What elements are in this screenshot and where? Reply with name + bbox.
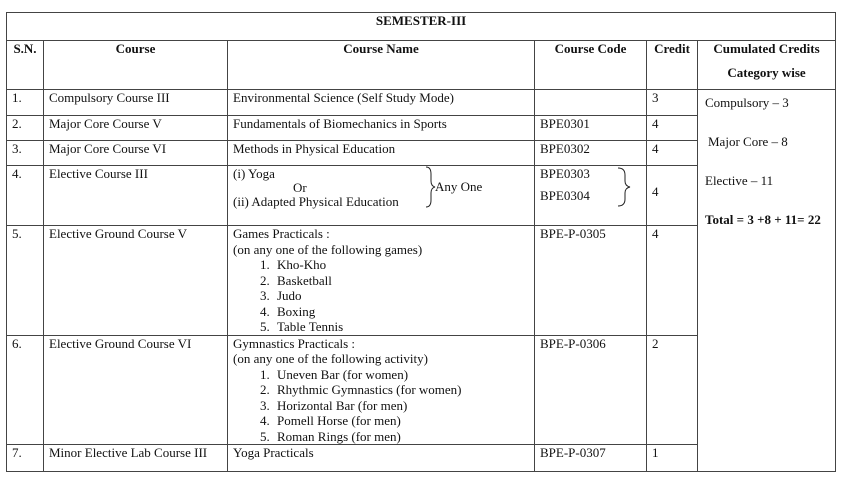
list-item: 2. Basketball [273,273,529,289]
row-sn: 3. [7,141,44,166]
row-course-name [228,226,535,336]
header-sn: S.N. [7,41,44,90]
any-one-label: Any One [435,179,483,194]
header-cumulated-line2: Category wise [727,64,806,80]
games-practicals-note: (on any one of the following games) [233,241,423,257]
list-item: 5. Table Tennis [273,319,529,335]
cumulated-elective: Elective – 11 [705,173,774,188]
row-credit: 4 [647,226,698,336]
row-sn: 6. [7,335,44,445]
row-course-code: BPE0301 [535,116,647,141]
row-course-name: Environmental Science (Self Study Mode) [228,90,535,116]
row-course: Major Core Course V [44,116,228,141]
cumulated-compulsory: Compulsory – 3 [705,95,789,110]
row-course-code: BPE0302 [535,141,647,166]
header-credit: Credit [647,41,698,90]
row-course: Elective Course III [44,166,228,226]
header-course: Course [44,41,228,90]
course-code-yoga: BPE0303 [540,166,590,181]
list-item: 1. Kho-Kho [273,257,529,273]
list-item: 3. Horizontal Bar (for men) [273,398,529,414]
games-list [233,257,529,335]
row-credit: 1 [647,445,698,472]
row-credit: 3 [647,90,698,116]
header-course-name: Course Name [228,41,535,90]
row-sn: 4. [7,166,44,226]
row-course-name: Methods in Physical Education [228,141,535,166]
row-course-name: Fundamentals of Biomechanics in Sports [228,116,535,141]
cumulated-major: Major Core – 8 [708,134,788,149]
semester-title: SEMESTER-III [7,13,836,41]
list-item: 1. Uneven Bar (for women) [273,367,529,383]
row-course: Minor Elective Lab Course III [44,445,228,472]
row-sn: 5. [7,226,44,336]
gymnastics-practicals-label: Gymnastics Practicals : [233,335,356,351]
row-course-code: BPE-P-0305 [535,226,647,336]
row-course-code: BPE-P-0306 [535,335,647,445]
header-cumulated-line1: Cumulated Credits [713,41,820,56]
list-item: 5. Roman Rings (for men) [273,429,529,445]
row-credit: 4 [647,116,698,141]
elective-or-label: Or [293,180,307,195]
course-code-adapted: BPE0304 [540,188,590,203]
gymnastics-list [233,367,529,445]
row-credit: 4 [647,166,698,226]
list-item: 4. Pomell Horse (for men) [273,413,529,429]
list-item: 2. Rhythmic Gymnastics (for women) [273,382,529,398]
row-sn: 7. [7,445,44,472]
table-row [7,90,836,116]
row-course-name [228,335,535,445]
row-credit: 4 [647,141,698,166]
row-sn: 1. [7,90,44,116]
semester-table [6,12,836,472]
games-practicals-label: Games Practicals : [233,226,330,241]
header-course-code: Course Code [535,41,647,90]
row-course-code [535,166,647,226]
row-course: Elective Ground Course VI [44,335,228,445]
curly-brace-icon [616,166,632,208]
elective-option-yoga: (i) Yoga [233,166,275,181]
row-course-name [228,166,535,226]
cumulated-total: Total = 3 +8 + 11= 22 [705,212,821,227]
header-cumulated [698,41,836,90]
gymnastics-practicals-note: (on any one of the following activity) [233,351,428,366]
cumulated-credits-cell [698,90,836,472]
row-credit: 2 [647,335,698,445]
row-sn: 2. [7,116,44,141]
row-course-code: BPE-P-0307 [535,445,647,472]
row-course: Elective Ground Course V [44,226,228,336]
row-course-name: Yoga Practicals [228,445,535,472]
row-course-code [535,90,647,116]
list-item: 3. Judo [273,288,529,304]
elective-option-adapted: (ii) Adapted Physical Education [233,194,399,209]
row-course: Compulsory Course III [44,90,228,116]
list-item: 4. Boxing [273,304,529,320]
row-course: Major Core Course VI [44,141,228,166]
